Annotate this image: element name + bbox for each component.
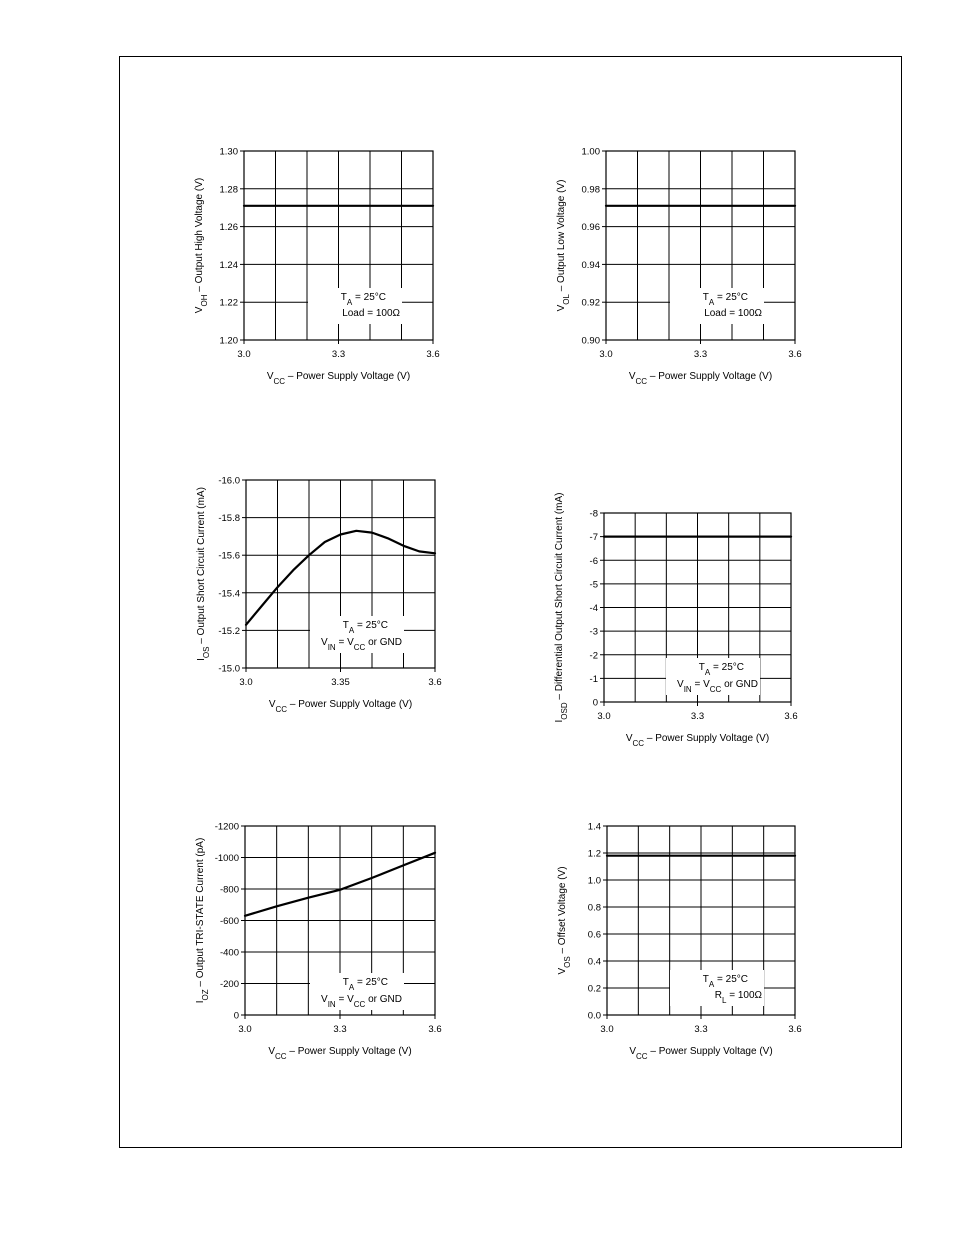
y-axis-label: $V_{OS}$ – Offset Voltage (V): [557, 866, 572, 975]
x-tick-label: 3.6: [428, 1024, 442, 1035]
y-tick-label: -200: [219, 979, 239, 990]
annotation-temperature: $T_A = 25^\circ C$: [698, 662, 744, 677]
x-tick-label: 3.35: [331, 677, 350, 688]
x-axis-label: $V_{CC}$ – Power Supply Voltage (V): [266, 371, 411, 386]
x-tick-label: 3.0: [237, 349, 251, 360]
y-tick-label: 1.00: [581, 146, 600, 158]
x-axis-label: $V_{CC}$ – Power Supply Voltage (V): [628, 371, 773, 386]
x-axis-label: $V_{CC}$ – Power Supply Voltage (V): [629, 1046, 773, 1061]
y-tick-label: -6: [589, 555, 598, 567]
y-tick-label: 0.0: [587, 1010, 601, 1022]
annotation-condition: Load = 100Ω: [704, 308, 762, 319]
x-tick-label: 3.6: [426, 349, 440, 360]
x-tick-label: 3.3: [693, 349, 708, 360]
chart-offset-voltage: [557, 822, 802, 1061]
annotation-temperature: $T_A = 25^\circ C$: [702, 974, 748, 989]
y-tick-label: 0: [592, 697, 598, 709]
x-tick-label: 3.0: [600, 1024, 614, 1035]
x-tick-label: 3.3: [331, 349, 346, 360]
y-tick-label: 0.2: [587, 983, 601, 995]
y-tick-label: 0.96: [581, 222, 600, 234]
y-tick-label: 1.4: [587, 821, 601, 833]
x-tick-label: 3.6: [784, 711, 798, 722]
y-tick-label: -7: [589, 532, 598, 544]
y-tick-label: -1000: [214, 853, 239, 864]
annotation-condition: $V_{IN} = V_{CC}$ or GND: [321, 637, 402, 652]
x-axis-label: $V_{CC}$ – Power Supply Voltage (V): [625, 733, 770, 748]
y-tick-label: -1: [589, 673, 598, 685]
y-tick-label: 1.30: [219, 146, 238, 158]
annotation-temperature: $T_A = 25^\circ C$: [340, 292, 386, 307]
annotation-condition: Load = 100Ω: [342, 308, 400, 319]
annotation-temperature: $T_A = 25^\circ C$: [342, 620, 388, 635]
annotation-temperature: $T_A = 25^\circ C$: [342, 977, 388, 992]
y-tick-label: -15.6: [218, 550, 240, 562]
y-tick-label: 1.20: [219, 335, 238, 347]
y-tick-label: 1.28: [219, 184, 238, 196]
y-tick-label: 0.4: [587, 956, 601, 968]
y-tick-label: -1200: [214, 821, 239, 833]
annotation-temperature: $T_A = 25^\circ C$: [702, 292, 748, 307]
y-tick-label: -15.0: [218, 663, 240, 675]
chart-output-high-voltage: [194, 147, 440, 386]
annotation-condition: $V_{IN} = V_{CC}$ or GND: [677, 679, 758, 694]
y-tick-label: 1.2: [587, 848, 601, 860]
y-tick-label: 0.92: [581, 297, 600, 309]
y-tick-label: -800: [219, 884, 239, 896]
x-tick-label: 3.6: [788, 349, 802, 360]
annotation-condition: $R_L = 100\Omega$: [714, 990, 762, 1005]
y-tick-label: 1.26: [219, 222, 238, 234]
y-axis-label: $I_{OZ}$ – Output TRI-STATE Current (pA): [195, 837, 210, 1004]
y-tick-label: 1.22: [219, 297, 238, 309]
chart-output-short-circuit-current: [196, 476, 442, 714]
y-tick-label: -3: [589, 626, 598, 638]
x-tick-label: 3.3: [333, 1024, 347, 1035]
y-tick-label: -400: [219, 947, 239, 959]
y-axis-label: $V_{OH}$ – Output High Voltage (V): [194, 177, 209, 314]
x-tick-label: 3.0: [597, 711, 611, 722]
x-tick-label: 3.0: [238, 1024, 252, 1035]
y-tick-label: -4: [589, 603, 598, 614]
y-axis-label: $V_{OL}$ – Output Low Voltage (V): [556, 179, 571, 312]
x-tick-label: 3.0: [239, 677, 253, 688]
x-tick-label: 3.6: [788, 1024, 802, 1035]
annotation-condition: $V_{IN} = V_{CC}$ or GND: [321, 994, 402, 1009]
y-tick-label: -8: [589, 508, 598, 520]
chart-differential-output-short-circuit-current: [554, 492, 798, 747]
y-tick-label: 0.98: [581, 184, 600, 196]
x-tick-label: 3.3: [694, 1024, 708, 1035]
y-tick-label: 0.94: [581, 259, 600, 271]
y-tick-label: 0.8: [587, 902, 601, 914]
x-axis-label: $V_{CC}$ – Power Supply Voltage (V): [268, 699, 413, 714]
y-tick-label: -15.8: [218, 513, 240, 525]
x-tick-label: 3.3: [690, 711, 705, 722]
x-axis-label: $V_{CC}$ – Power Supply Voltage (V): [268, 1046, 412, 1061]
y-tick-label: -2: [589, 650, 598, 662]
y-axis-label: $I_{OSD}$ – Differential Output Short Circuit Current (mA): [554, 492, 569, 723]
y-tick-label: 0: [233, 1010, 239, 1022]
y-tick-label: -16.0: [218, 475, 240, 487]
y-tick-label: -15.4: [218, 588, 240, 600]
y-tick-label: 0.90: [581, 335, 600, 347]
y-tick-label: 1.0: [587, 875, 601, 887]
y-tick-label: -5: [589, 579, 598, 591]
y-tick-label: 1.24: [219, 259, 238, 271]
chart-output-tristate-current: [195, 822, 442, 1061]
chart-output-low-voltage: [556, 147, 802, 386]
y-tick-label: 0.6: [587, 929, 601, 941]
y-tick-label: -15.2: [218, 625, 240, 637]
x-tick-label: 3.6: [428, 677, 442, 688]
y-tick-label: -600: [219, 916, 239, 927]
x-tick-label: 3.0: [599, 349, 613, 360]
y-axis-label: $I_{OS}$ – Output Short Circuit Current (mA): [196, 487, 211, 661]
